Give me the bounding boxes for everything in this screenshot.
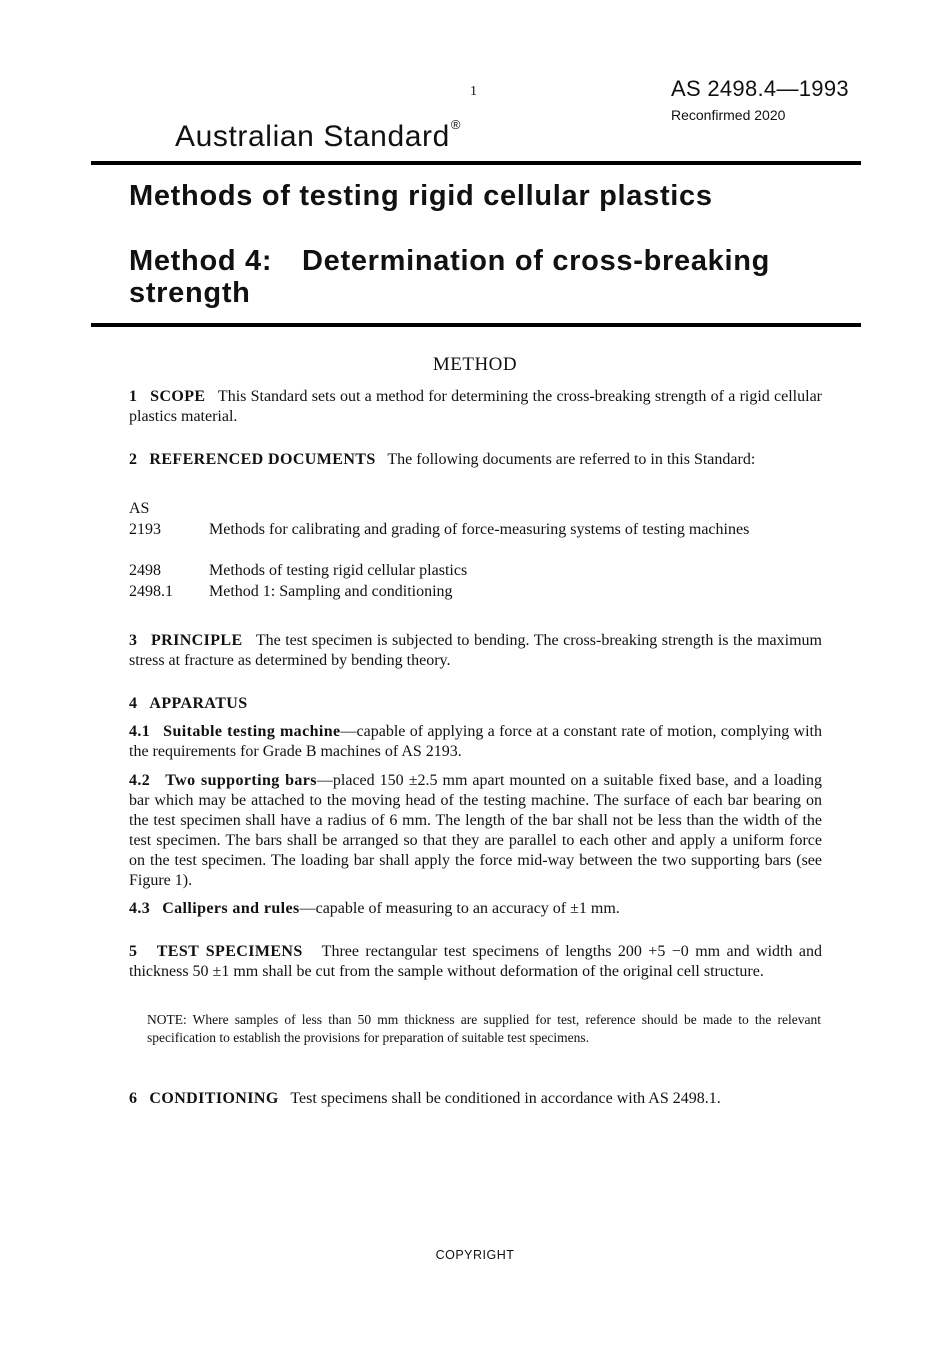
- clause-number: 4.2: [129, 772, 151, 789]
- reference-prefix: AS: [129, 500, 150, 517]
- clause-number: 4.3: [129, 900, 151, 917]
- section-text: This Standard sets out a method for determining the cross-breaking strength of a rigid cellular plastics material.: [129, 388, 823, 425]
- page-number: 1: [470, 84, 477, 99]
- section-number: 3: [129, 632, 138, 649]
- registered-mark: ®: [450, 117, 462, 132]
- clause-heading: Callipers and rules: [162, 900, 300, 917]
- section-heading: APPARATUS: [149, 695, 248, 712]
- clause-number: 4.1: [129, 723, 151, 740]
- section-heading: SCOPE: [150, 388, 206, 405]
- section-heading: PRINCIPLE: [150, 632, 243, 649]
- clause-4-3: [129, 899, 822, 919]
- reference-item: [129, 520, 822, 560]
- method-title-continuation: strength: [129, 277, 251, 309]
- section-heading: TEST SPECIMENS: [156, 943, 303, 960]
- section-number: 6: [129, 1090, 138, 1107]
- section-number: 1: [129, 388, 138, 405]
- reconfirmed-note: Reconfirmed 2020: [671, 107, 786, 123]
- brand-title: [175, 117, 462, 154]
- clause-4-2: [129, 771, 822, 891]
- bottom-rule: [91, 323, 861, 327]
- section-text: The following documents are referred to in this Standard:: [387, 451, 756, 468]
- clause-heading: Two supporting bars: [165, 772, 317, 789]
- section-text: Test specimens shall be conditioned in accordance with AS 2498.1.: [290, 1090, 721, 1107]
- section-apparatus: [129, 694, 822, 714]
- section-conditioning: [129, 1089, 822, 1109]
- section-text: Three rectangular test specimens of lengths 200 +5 −0 mm and width and thickness 50 ±1 mm shall be cut from the sample without deformation of the original cell structure.: [129, 943, 823, 980]
- reference-item: [129, 561, 822, 581]
- reference-code: 2193: [129, 521, 161, 538]
- section-number: 5: [129, 943, 138, 960]
- copyright-footer: COPYRIGHT: [435, 1248, 515, 1262]
- reference-item: [129, 582, 822, 602]
- section-referenced-documents: [129, 450, 822, 470]
- top-rule: [91, 161, 861, 165]
- method-title: [129, 245, 829, 309]
- method-label: Method 4:: [129, 245, 273, 277]
- section-heading: REFERENCED DOCUMENTS: [149, 451, 376, 468]
- section-number: 2: [129, 451, 138, 468]
- clause-heading: Suitable testing machine: [163, 723, 341, 740]
- clause-text: —capable of measuring to an accuracy of ±1 mm.: [299, 900, 620, 917]
- method-title-text: Determination of cross-breaking: [302, 245, 771, 277]
- brand-name: Australian Standard: [175, 120, 450, 153]
- clause-text: —placed 150 ±2.5 mm apart mounted on a suitable fixed base, and a loading bar which may be attached to the moving head of the testing machine. The surface of each bar bearing on the test specimen shall have a radius of 6 mm. The length of the bar shall not be less than the width of the test specimen. The bars shall be arranged so that they are parallel to each other and apply a uniform force on the test specimen. The loading bar shall apply the force mid-way between the two supporting bars (see Figure 1).: [129, 772, 823, 889]
- section-test-specimens: [129, 942, 822, 982]
- clause-4-1: [129, 722, 822, 762]
- reference-code: 2498.1: [129, 583, 173, 600]
- note: NOTE: Where samples of less than 50 mm thickness are supplied for test, reference should be made to the relevant specification to establish the provisions for preparation of suitable test specimens.: [147, 1012, 821, 1045]
- reference-title: Method 1: Sampling and conditioning: [209, 583, 453, 600]
- document-title: Methods of testing rigid cellular plastics: [129, 180, 713, 212]
- section-heading: CONDITIONING: [149, 1090, 279, 1107]
- standard-id: AS 2498.4—1993: [671, 76, 849, 101]
- section-number: 4: [129, 695, 138, 712]
- reference-title: Methods of testing rigid cellular plastics: [209, 562, 468, 579]
- reference-code: 2498: [129, 562, 161, 579]
- section-principle: [129, 631, 822, 671]
- reference-title: Methods for calibrating and grading of force-measuring systems of testing machines: [209, 521, 750, 538]
- clause-text: —capable of applying a force at a constant rate of motion, complying with the requirements for Grade B machines of AS 2193.: [129, 723, 823, 760]
- section-text: The test specimen is subjected to bending. The cross-breaking strength is the maximum stress at fracture as determined by bending theory.: [129, 632, 822, 669]
- section-scope: [129, 387, 822, 427]
- method-heading: METHOD: [432, 354, 518, 375]
